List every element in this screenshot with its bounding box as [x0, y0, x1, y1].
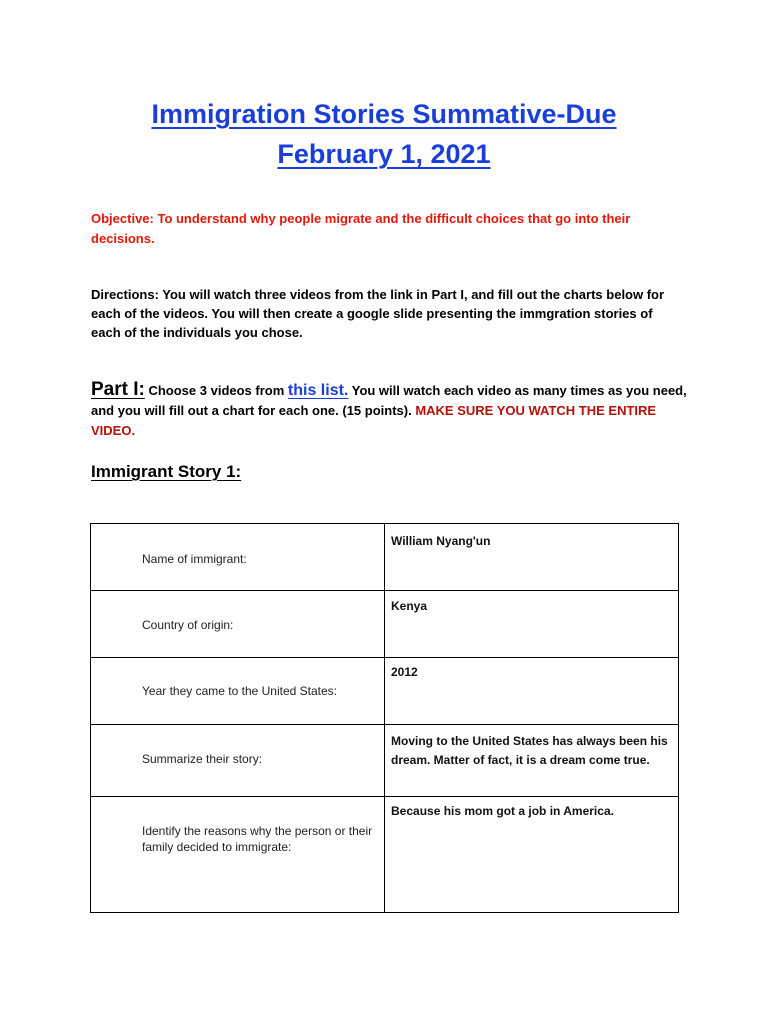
chart-row-year [91, 658, 679, 725]
chart-answer: Moving to the United States has always been his dream. Matter of fact, it is a dream come true. [391, 734, 668, 767]
chart-answer: Kenya [391, 599, 428, 613]
chart-question-cell [91, 797, 385, 913]
chart-question: Year they came to the United States: [142, 684, 338, 698]
chart-question-cell [91, 658, 385, 725]
chart-answer-cell[interactable] [385, 524, 679, 591]
chart-question: Name of immigrant: [142, 552, 247, 566]
part-1-paragraph [91, 380, 691, 441]
immigrant-story-heading: Immigrant Story 1: [91, 462, 242, 481]
chart-row-country [91, 591, 679, 658]
part-1-body: You will watch each video as many times as you need, and you will fill out a chart for each one. (15 points). [91, 383, 687, 418]
chart-question: Country of origin: [142, 618, 234, 632]
chart-question-cell [91, 524, 385, 591]
part-1-intro: Choose 3 videos from [144, 383, 288, 398]
chart-question: Identify the reasons why the person or their family decided to immigrate: [142, 824, 373, 854]
chart-answer: Because his mom got a job in America. [391, 804, 614, 818]
chart-row-reasons [91, 797, 679, 913]
directions-text: Directions: You will watch three videos from the link in Part I, and fill out the charts below for each of the videos. You will then create a google slide presenting the immgration stories of each of the individuals you chose. [91, 287, 665, 340]
video-list-link[interactable]: this list. [287, 382, 349, 399]
part-1-label: Part I: [91, 379, 145, 400]
objective-text: Objective: To understand why people migrate and the difficult choices that go into their decisions. [91, 211, 631, 246]
immigrant-story-chart [90, 523, 679, 913]
page-title-line-2[interactable]: February 1, 2021 [277, 139, 491, 169]
chart-answer-cell[interactable] [385, 591, 679, 658]
chart-row-name [91, 524, 679, 591]
part-1-warning: MAKE SURE YOU WATCH THE ENTIRE VIDEO. [91, 403, 657, 438]
chart-question: Summarize their story: [142, 752, 263, 766]
chart-row-summary [91, 725, 679, 797]
chart-question-cell [91, 591, 385, 658]
chart-question-cell [91, 725, 385, 797]
chart-answer-cell[interactable] [385, 725, 679, 797]
chart-answer: William Nyang'un [391, 534, 491, 548]
chart-answer-cell[interactable] [385, 797, 679, 913]
page-title-line-1[interactable]: Immigration Stories Summative-Due [151, 99, 617, 129]
chart-answer-cell[interactable] [385, 658, 679, 725]
chart-answer: 2012 [391, 665, 418, 679]
